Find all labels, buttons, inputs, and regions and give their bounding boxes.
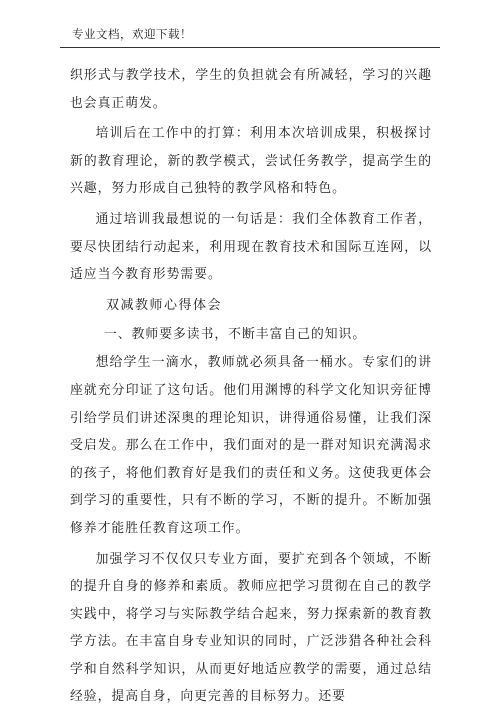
section-item-heading: 一、教师要多读书，不断丰富自己的知识。	[104, 326, 367, 342]
paragraph-training-message: 通过培训我最想说的一句话是：我们全体教育工作者，要尽快团结行动起来，利用现在教育技术和国际互连网，以适应当今教育形势需要。	[70, 211, 432, 283]
page-header-text: 专业文档，欢迎下载！	[72, 27, 192, 41]
header-divider	[60, 47, 440, 48]
paragraph-training-plan: 培训后在工作中的打算：利用本次培训成果，积极探讨新的教育理论，新的教学模式，尝试任务教学，提高学生的兴趣，努力形成自己独特的教学风格和特色。	[70, 126, 432, 197]
document-body	[70, 62, 432, 714]
paragraph-learning: 加强学习不仅仅只专业方面，要扩充到各个领域，不断的提升自身的修养和素质。教师应把学习贯彻在自己的教学实践中，将学习与实际教学结合起来，努力探索新的教育教学方法。在丰富自身专业知识的同时，广泛涉猎各种社会科学和自然科学知识，从而更好地适应教学的需要，通过总结经验，提高自身，向更完善的目标努力。还要	[70, 551, 432, 705]
paragraph-continuation: 织形式与教学技术，学生的负担就会有所减轻，学习的兴趣也会真正萌发。	[70, 68, 432, 111]
section-title: 双减教师心得体会	[106, 297, 223, 313]
paragraph-reading: 想给学生一滴水，教师就必须具备一桶水。专家们的讲座就充分印证了这句话。他们用渊博的科学文化知识旁征博引给学员们讲述深奥的理论知识，讲得通俗易懂，让我们深受启发。那么在工作中，我们面对的是一群对知识充满渴求的孩子，将他们教育好是我们的责任和义务。这使我更体会到学习的重要性，只有不断的学习，不断的提升。不断加强修养才能胜任教育这项工作。	[70, 355, 432, 536]
